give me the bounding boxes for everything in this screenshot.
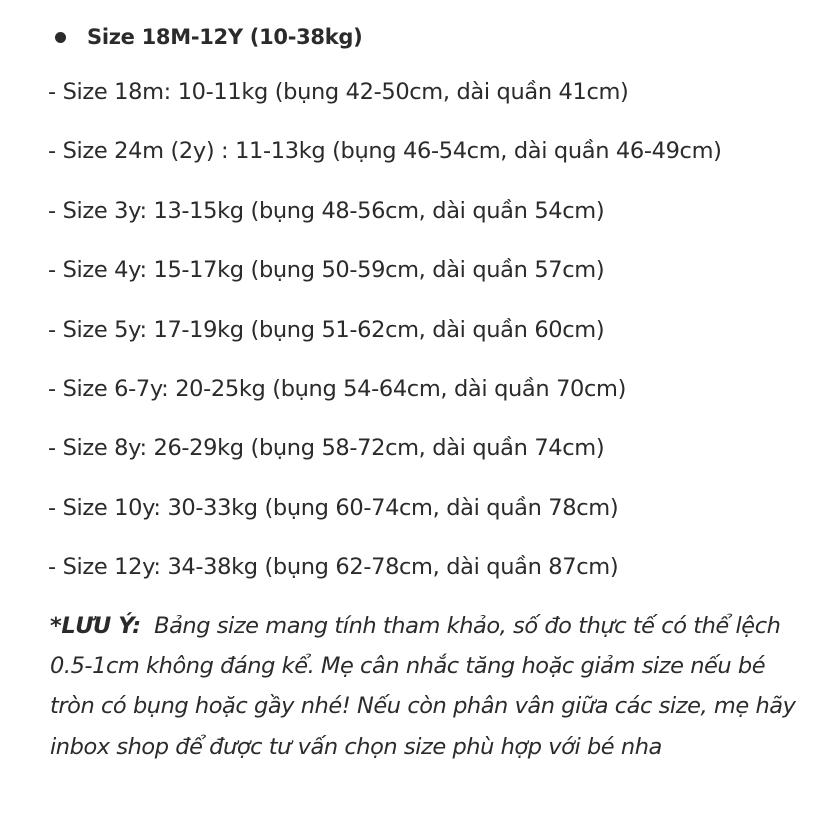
size-row-12y: - Size 12y: 34-38kg (bụng 62-78cm, dài quần 87cm) bbox=[48, 554, 619, 581]
size-range-heading bbox=[50, 18, 362, 56]
size-row-5y: - Size 5y: 17-19kg (bụng 51-62cm, dài quần 60cm) bbox=[48, 316, 605, 343]
size-row-6-7y: - Size 6-7y: 20-25kg (bụng 54-64cm, dài quần 70cm) bbox=[48, 375, 627, 402]
size-row-18m: - Size 18m: 10-11kg (bụng 42-50cm, dài quần 41cm) bbox=[48, 79, 629, 105]
size-row-4y: - Size 4y: 15-17kg (bụng 50-59cm, dài quần 57cm) bbox=[48, 257, 605, 284]
note-text: Bảng size mang tính tham khảo, số đo thực tế có thể lệch 0.5-1cm không đáng kể. Mẹ cân nhắc tăng hoặc giảm size nếu bé tròn có bụng hoặc gầy nhé! Nếu còn phân vân giữa các size, mẹ hãy inbox shop để được tư vấn chọn size phù hợp với bé nha bbox=[50, 613, 796, 760]
note-label: *LƯU Ý: bbox=[50, 613, 141, 639]
bullet-icon bbox=[55, 32, 66, 43]
heading-text: Size 18M-12Y (10-38kg) bbox=[87, 25, 363, 49]
size-row-10y: - Size 10y: 30-33kg (bụng 60-74cm, dài quần 78cm) bbox=[48, 494, 619, 521]
size-row-8y: - Size 8y: 26-29kg (bụng 58-72cm, dài quần 74cm) bbox=[48, 435, 605, 462]
size-note bbox=[50, 606, 810, 767]
size-row-24m: - Size 24m (2y) : 11-13kg (bụng 46-54cm, dài quần 46-49cm) bbox=[48, 138, 722, 165]
size-row-3y: - Size 3y: 13-15kg (bụng 48-56cm, dài quần 54cm) bbox=[48, 197, 605, 224]
size-list bbox=[48, 63, 722, 598]
